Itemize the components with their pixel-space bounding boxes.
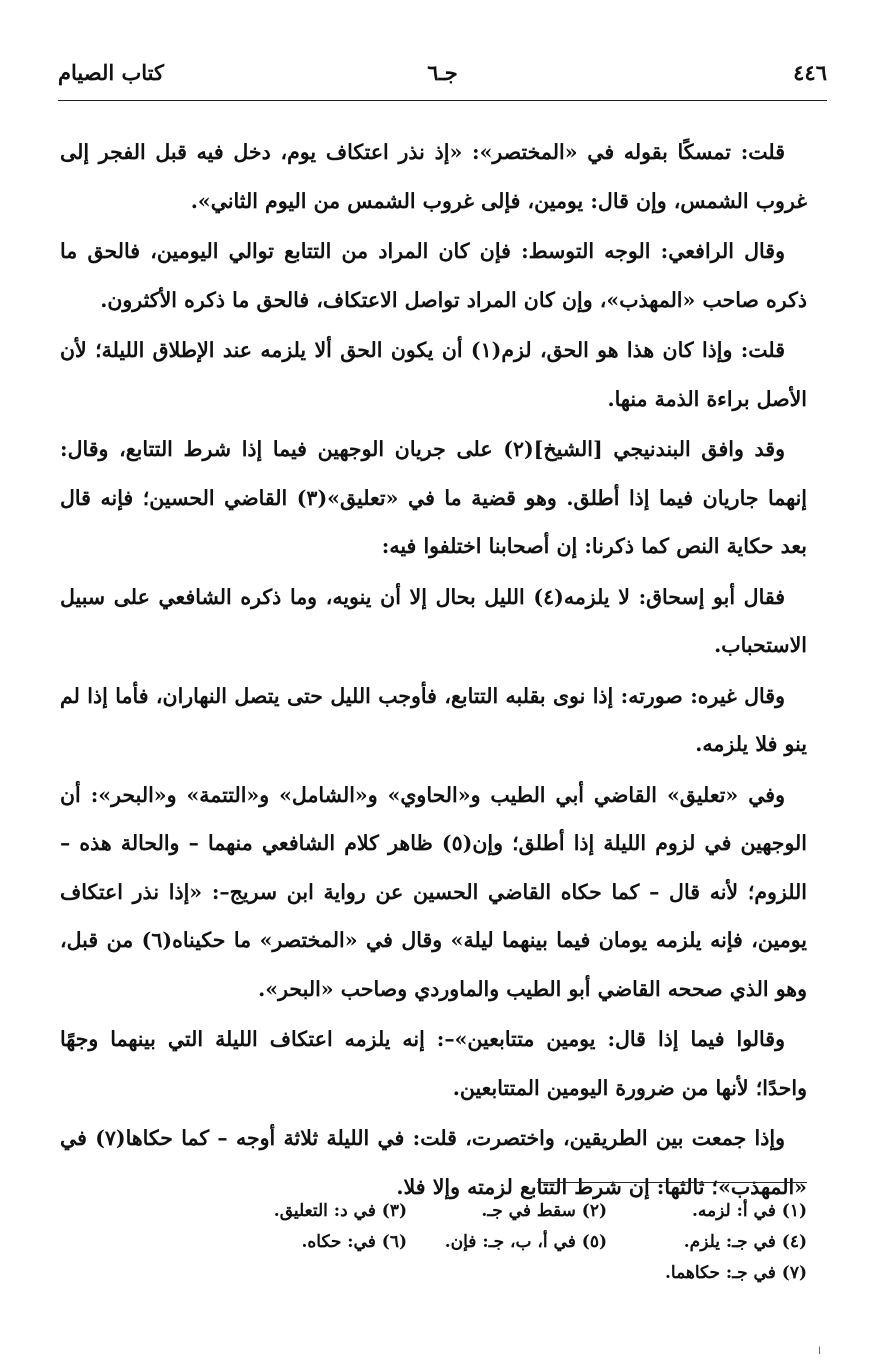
footnote: (١) في أ: لزمه. xyxy=(692,1201,807,1221)
footnote: (٧) في جـ: حكاهما. xyxy=(664,1263,807,1283)
footnotes xyxy=(207,1196,807,1289)
paragraph: وقال الرافعي: الوجه التوسط: فإن كان المراد من التتابع توالي اليومين، فالحق ما ذكره صاحب «المهذب»، وإن كان المراد تواصل الاعتكاف، فالحق ما ذكره الأكثرون. xyxy=(60,239,807,312)
footnote: (٦) في: حكاه. xyxy=(301,1232,407,1252)
paragraph: وإذا جمعت بين الطريقين، واختصرت، قلت: في الليلة ثلاثة أوجه – كما حكاها(٧) في «المهذب»؛ ثالثها: إن شرط التتابع لزمته وإلا فلا. xyxy=(60,1126,807,1199)
header-divider xyxy=(58,100,827,101)
page-number: ٤٤٦ xyxy=(793,60,827,85)
footnote-row xyxy=(207,1258,807,1289)
paragraph: وقد وافق البندنيجي [الشيخ](٢) على جريان الوجهين فيما إذا شرط التتابع، وقال: إنهما جاريان فيما إذا أطلق. وهو قضية ما في «تعليق»(٣) القاضي الحسين؛ فإنه قال بعد حكاية النص كما ذكرنا: إن أصحابنا اختلفوا فيه: xyxy=(60,437,807,558)
footnote: (٣) في د: التعليق. xyxy=(273,1201,407,1221)
paragraph: وفي «تعليق» القاضي أبي الطيب و«الحاوي» و«الشامل» و«التتمة» و«البحر»: أن الوجهين في لزوم الليلة إذا أطلق؛ وإن(٥) ظاهر كلام الشافعي منهما – والحالة هذه – اللزوم؛ لأنه قال – كما حكاه القاضي الحسين عن رواية ابن سريج–: «إذا نذر اعتكاف يومين، فإنه يلزمه يومان فيما بينهما ليلة» وقال في «المختصر» ما حكيناه(٦) من قبل، وهو الذي صححه القاضي أبو الطيب والماوردي وصاحب «البحر». xyxy=(60,782,808,1001)
paragraph: وقال غيره: صورته: إذا نوى بقلبه التتابع، فأوجب الليل حتى يتصل النهاران، فأما إذا لم ينو فلا يلزمه. xyxy=(60,683,807,756)
footnote: (٥) في أ، ب، جـ: فإن. xyxy=(444,1232,607,1252)
book-title: كتاب الصيام xyxy=(58,60,164,85)
margin-mark: ا xyxy=(818,1346,821,1357)
paragraph: قلت: وإذا كان هذا هو الحق، لزم(١) أن يكون الحق ألا يلزمه عند الإطلاق الليلة؛ لأن الأصل براءة الذمة منها. xyxy=(60,338,807,411)
main-text xyxy=(60,128,807,1213)
page-header xyxy=(58,60,827,100)
paragraph: وقالوا فيما إذا قال: يومين متتابعين»–: إنه يلزمه اعتكاف الليلة التي بينهما وجهًا واحدًا؛ لأنها من ضرورة اليومين المتتابعين. xyxy=(60,1027,807,1100)
footnote-row xyxy=(207,1196,807,1227)
footnote: (٢) سقط في جـ. xyxy=(481,1201,607,1221)
paragraph: قلت: تمسكًا بقوله في «المختصر»: «إذ نذر اعتكاف يوم، دخل فيه قبل الفجر إلى غروب الشمس، وإن قال: يومين، فإلى غروب الشمس من اليوم الثاني». xyxy=(60,140,807,213)
volume-label: جـ٦ xyxy=(427,60,458,85)
footnote: (٤) في جـ: يلزم. xyxy=(683,1232,807,1252)
paragraph: فقال أبو إسحاق: لا يلزمه(٤) الليل بحال إلا أن ينويه، وما ذكره الشافعي على سبيل الاستحباب. xyxy=(60,584,807,657)
footnote-divider xyxy=(537,1182,807,1183)
footnote-row xyxy=(207,1227,807,1258)
